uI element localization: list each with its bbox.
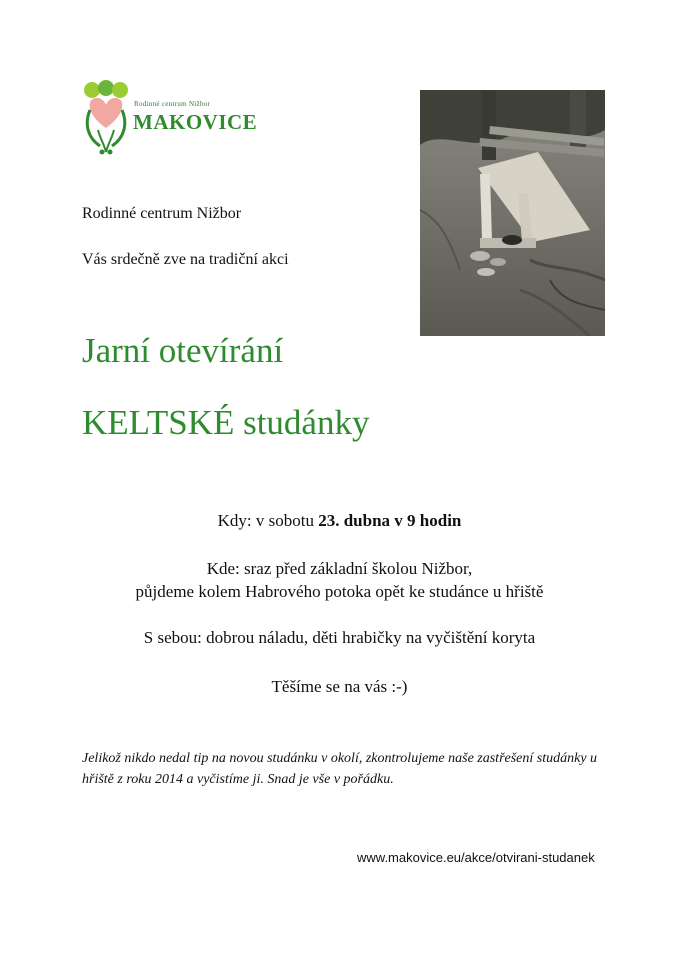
note-paragraph: Jelikož nikdo nedal tip na novou studánku v okolí, zkontrolujeme naše zastřešení studánky u hřiště z roku 2014 a vyčistíme ji. Snad je vše v pořádku. — [82, 751, 598, 787]
where-line1: Kde: sraz před základní školou Nižbor, — [206, 559, 473, 578]
closing-line: Těšíme se na vás :-) — [271, 677, 408, 696]
logo — [80, 80, 260, 156]
when-line — [0, 511, 679, 531]
when-label: Kdy: v sobotu — [217, 511, 319, 530]
event-title-line1: Jarní otevírání — [82, 331, 284, 370]
poppy-heart-logo-icon — [80, 80, 132, 156]
logo-subtitle: Rodinné centrum Nižbor — [134, 100, 211, 108]
when-date: 23. dubna v 9 hodin — [318, 511, 462, 530]
website-link[interactable]: www.makovice.eu/akce/otvirani-studanek — [357, 850, 595, 865]
organizer-line: Rodinné centrum Nižbor — [82, 205, 242, 222]
logo-title: MAKOVICE — [133, 110, 258, 134]
invitation-line: Vás srdečně zve na tradiční akci — [82, 251, 289, 268]
forest-spring-shelter-photo-icon — [420, 90, 605, 336]
where-line2: půjdeme kolem Habrového potoka opět ke studánce u hřiště — [135, 582, 544, 601]
event-title-line2: KELTSKÉ studánky — [82, 403, 370, 442]
spring-photo — [420, 90, 605, 336]
bring-line: S sebou: dobrou náladu, děti hrabičky na vyčištění koryta — [143, 628, 536, 647]
